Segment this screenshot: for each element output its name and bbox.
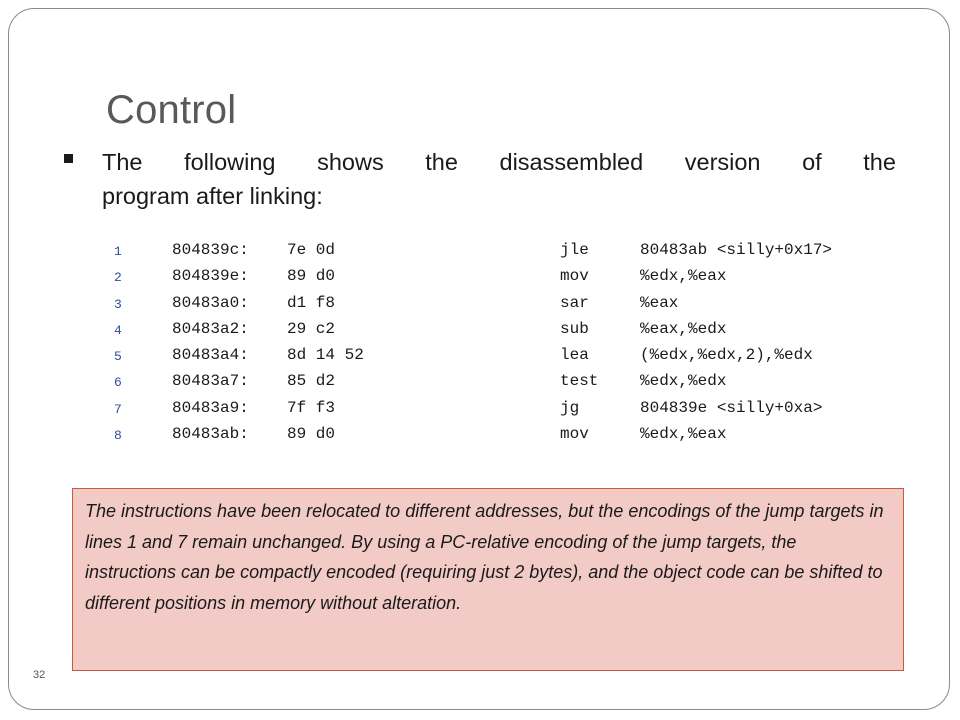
code-operands: %edx,%eax <box>640 267 727 286</box>
code-opcode: sar <box>560 293 589 312</box>
code-operands: (%edx,%edx,2),%edx <box>640 346 813 365</box>
line-number: 7 <box>114 401 122 417</box>
code-address: 80483a4: <box>172 346 249 365</box>
code-operands: %edx,%eax <box>640 425 727 444</box>
code-bytes: d1 f8 <box>287 293 336 312</box>
bullet-text-line-2: program after linking: <box>102 183 323 209</box>
note-box <box>72 488 904 671</box>
line-number: 5 <box>114 349 122 365</box>
code-bytes: 89 d0 <box>287 267 336 286</box>
code-bytes: 89 d0 <box>287 425 336 444</box>
code-address: 80483a2: <box>172 319 249 338</box>
note-text: The instructions have been relocated to different addresses, but the encodings of the jump targets in lines 1 and 7 remain unchanged. By using a PC-relative encoding of the jump targets, the instructions can be compactly encoded (requiring just 2 bytes), and the object code can be shifted to different positions in memory without alteration. <box>85 501 884 613</box>
line-number: 4 <box>114 322 122 338</box>
line-number: 3 <box>114 296 122 312</box>
code-bytes: 7f f3 <box>287 398 336 417</box>
code-operands: %eax,%edx <box>640 319 727 338</box>
bullet-point <box>64 145 896 213</box>
line-number: 6 <box>114 375 122 391</box>
code-address: 804839c: <box>172 241 249 259</box>
line-number: 1 <box>114 244 122 259</box>
bullet-text-line-1 <box>102 145 896 179</box>
code-bytes: 85 d2 <box>287 372 336 391</box>
code-address: 80483ab: <box>172 425 249 444</box>
code-opcode: mov <box>560 425 589 444</box>
code-address: 80483a0: <box>172 293 249 312</box>
code-opcode: sub <box>560 319 589 338</box>
code-operands: 80483ab <silly+0x17> <box>640 241 833 259</box>
bullet-word: of <box>802 149 822 175</box>
bullet-word: the <box>863 149 896 175</box>
bullet-word: disassembled <box>499 149 644 175</box>
code-opcode: mov <box>560 267 589 286</box>
slide-title: Control <box>106 88 237 132</box>
code-bytes: 29 c2 <box>287 319 336 338</box>
bullet-word: following <box>184 149 276 175</box>
code-opcode: jg <box>560 398 580 417</box>
square-bullet-icon <box>64 154 73 163</box>
code-opcode: lea <box>560 346 589 365</box>
code-operands: %edx,%edx <box>640 372 727 391</box>
code-address: 80483a7: <box>172 372 249 391</box>
bullet-word: shows <box>317 149 384 175</box>
code-address: 80483a9: <box>172 398 249 417</box>
line-number: 8 <box>114 428 122 444</box>
line-number: 2 <box>114 270 122 286</box>
bullet-word: The <box>102 149 143 175</box>
bullet-word: the <box>425 149 458 175</box>
code-operands: 804839e <silly+0xa> <box>640 398 823 417</box>
code-bytes: 7e 0d <box>287 241 336 259</box>
code-operands: %eax <box>640 293 679 312</box>
code-opcode: jle <box>560 241 589 259</box>
code-address: 804839e: <box>172 267 249 286</box>
page-number: 32 <box>33 669 46 681</box>
code-opcode: test <box>560 372 599 391</box>
code-bytes: 8d 14 52 <box>287 346 364 365</box>
bullet-word: version <box>684 149 761 175</box>
